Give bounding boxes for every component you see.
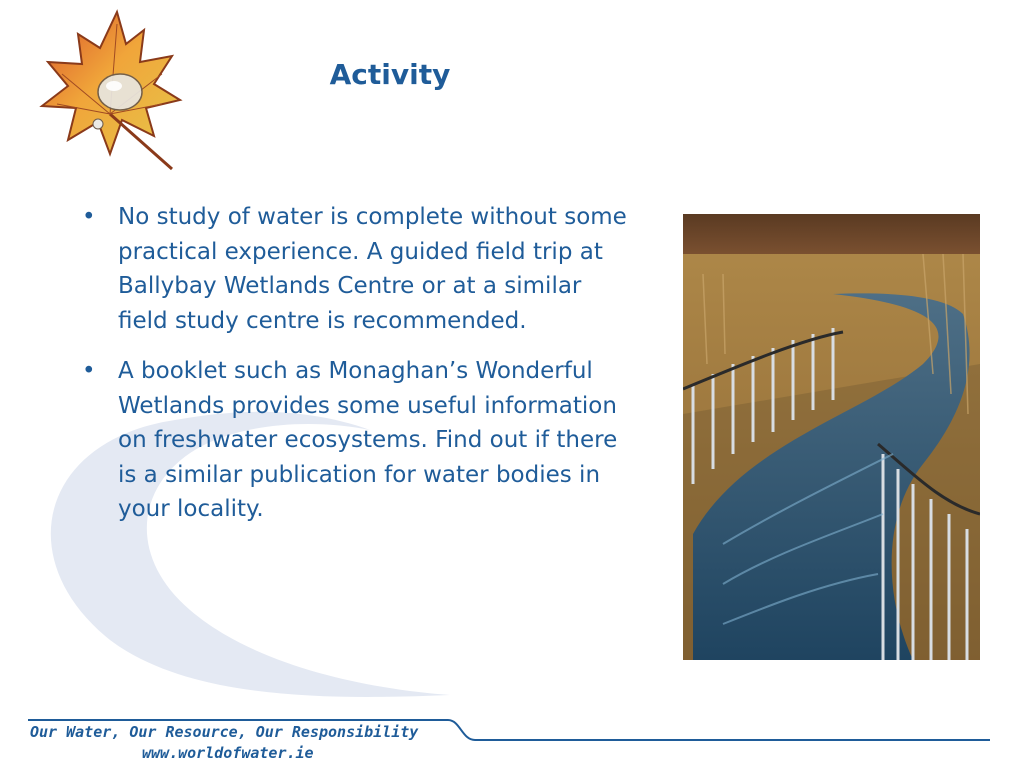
- bullet-text: A booklet such as Monaghan’s Wonderful Wetlands provides some useful information on freshwater ecosystems. Find out if there is a similar publication for water bodies in your locality.: [118, 358, 618, 522]
- footer: [30, 722, 450, 764]
- bullet-item: [78, 354, 638, 527]
- footer-url[interactable]: www.worldofwater.ie: [142, 744, 314, 762]
- footer-tagline: Our Water, Our Resource, Our Responsibility: [30, 723, 419, 741]
- bullet-marker: •: [82, 358, 96, 384]
- bullet-list: [78, 200, 638, 543]
- maple-leaf-logo-icon: [22, 4, 202, 184]
- slide-title: Activity: [329, 58, 451, 91]
- bullet-item: [78, 200, 638, 338]
- bullet-text: No study of water is complete without some practical experience. A guided field trip at Ballybay Wetlands Centre or at a similar field study centre is recommended.: [118, 204, 627, 334]
- boardwalk-photo: [683, 214, 980, 660]
- bullet-marker: •: [82, 204, 96, 230]
